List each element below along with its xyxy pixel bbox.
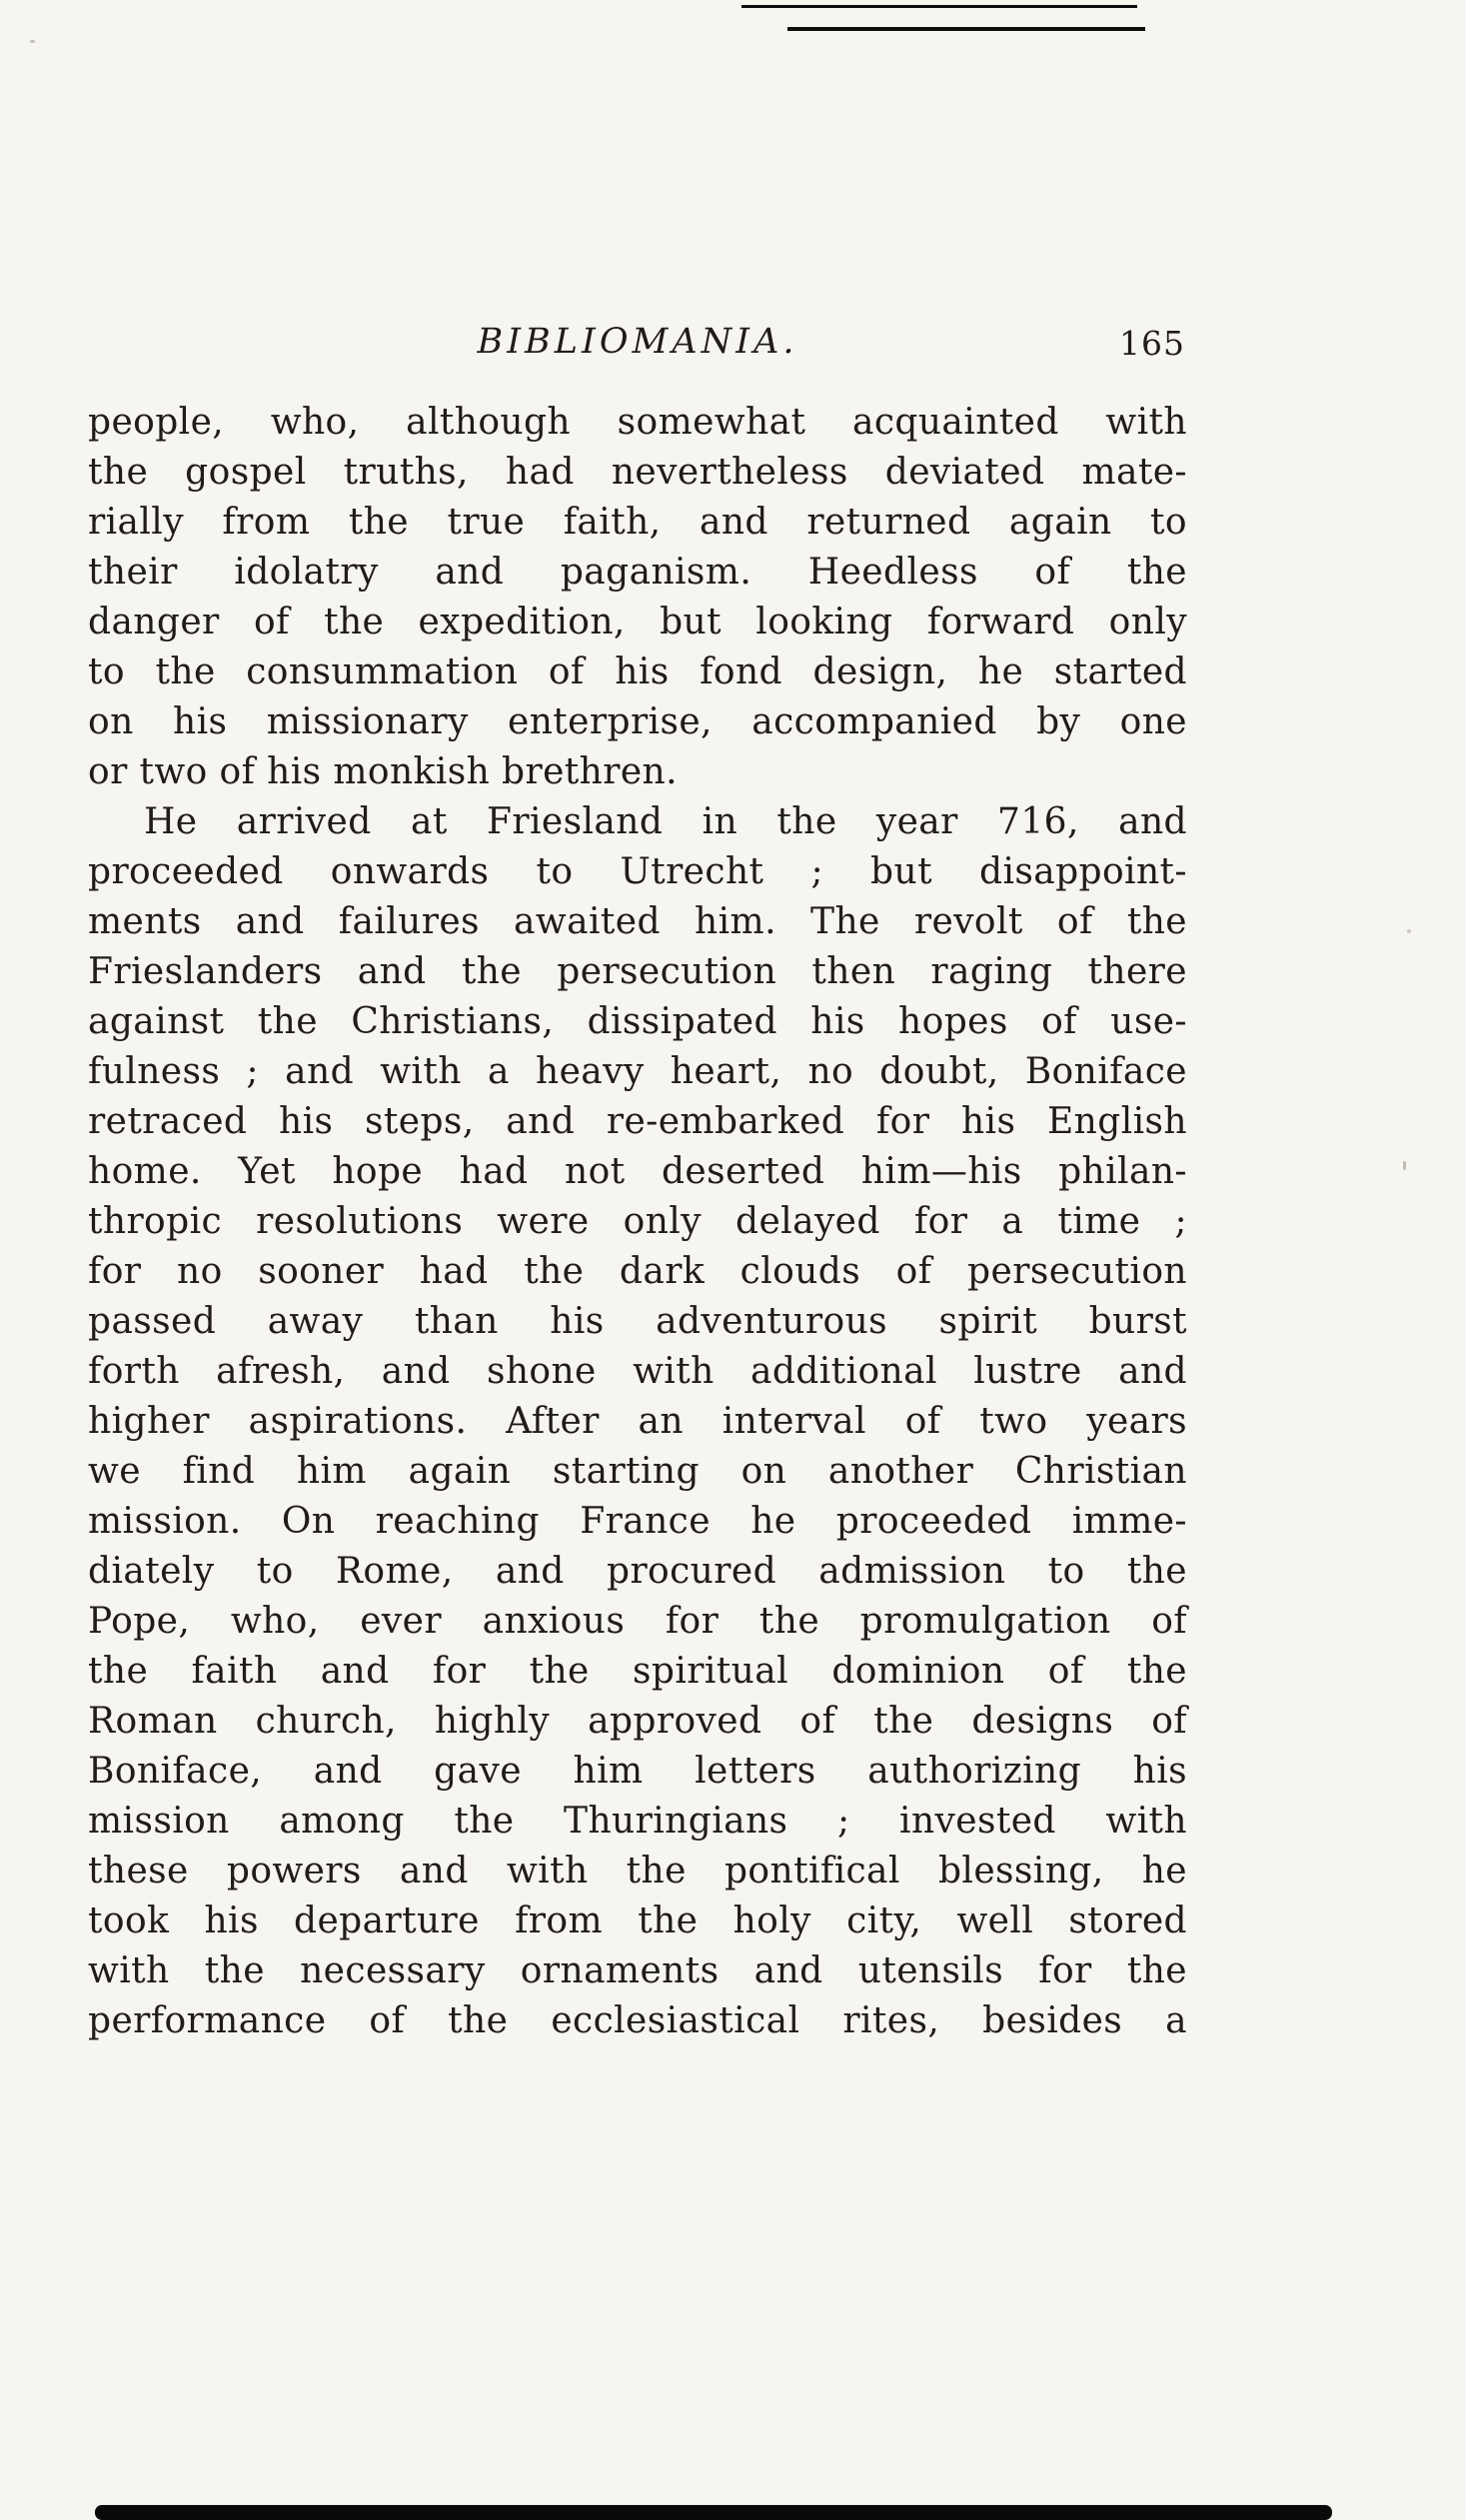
text-block [88, 398, 1187, 2046]
text-line: diately to Rome, and procured admission to the [88, 1551, 1187, 1592]
text-line: against the Christians, dissipated his hopes of use- [88, 1001, 1187, 1042]
text-line: we find him again starting on another Christian [88, 1451, 1187, 1492]
text-line: people, who, although somewhat acquainted with [88, 402, 1187, 443]
paragraph [88, 398, 1187, 797]
text-line: Boniface, and gave him letters authorizing his [88, 1751, 1187, 1792]
text-line: or two of his monkish brethren. [88, 751, 678, 792]
text-line: took his departure from the holy city, well stored [88, 1900, 1187, 1941]
scan-artifact-bottom-bar [95, 2505, 1332, 2520]
text-line: for no sooner had the dark clouds of persecution [88, 1251, 1187, 1292]
text-line: ments and failures awaited him. The revolt of the [88, 901, 1187, 942]
text-line: mission. On reaching France he proceeded imme- [88, 1501, 1187, 1542]
scan-artifact-top-rule-2 [787, 27, 1145, 31]
text-line: with the necessary ornaments and utensils for the [88, 1950, 1187, 1991]
text-line: the faith and for the spiritual dominion of the [88, 1651, 1187, 1692]
text-line: their idolatry and paganism. Heedless of the [88, 552, 1187, 593]
page-title: BIBLIOMANIA. [477, 322, 798, 362]
scan-speck [30, 40, 35, 43]
text-line: on his missionary enterprise, accompanied by one [88, 701, 1187, 742]
text-line: thropic resolutions were only delayed for a time ; [88, 1201, 1187, 1242]
scan-artifact-top-rule-1 [741, 5, 1137, 8]
text-line: Frieslanders and the persecution then raging there [88, 951, 1187, 992]
text-line: higher aspirations. After an interval of two years [88, 1401, 1187, 1442]
page-number: 165 [1119, 324, 1185, 363]
text-line: fulness ; and with a heavy heart, no doubt, Boniface [88, 1051, 1187, 1092]
text-line: mission among the Thuringians ; invested with [88, 1801, 1187, 1842]
paragraph [88, 797, 1187, 2046]
text-line: retraced his steps, and re-embarked for his English [88, 1101, 1187, 1142]
text-line: performance of the ecclesiastical rites, besides a [88, 2000, 1187, 2041]
text-line: proceeded onwards to Utrecht ; but disappoint- [88, 851, 1187, 892]
text-line: Roman church, highly approved of the designs of [88, 1701, 1187, 1742]
text-line: the gospel truths, had nevertheless deviated mate- [88, 452, 1187, 493]
text-line: these powers and with the pontifical blessing, he [88, 1851, 1187, 1891]
scan-speck [1407, 929, 1411, 933]
text-line: Pope, who, ever anxious for the promulgation of [88, 1601, 1187, 1642]
text-line: forth afresh, and shone with additional lustre and [88, 1351, 1187, 1392]
text-line: to the consummation of his fond design, he started [88, 651, 1187, 692]
running-head [88, 322, 1187, 370]
text-line: He arrived at Friesland in the year 716, and [144, 801, 1187, 842]
text-line: rially from the true faith, and returned again to [88, 502, 1187, 543]
text-line: danger of the expedition, but looking forward only [88, 602, 1187, 642]
text-line: passed away than his adventurous spirit burst [88, 1301, 1187, 1342]
text-line: home. Yet hope had not deserted him—his philan- [88, 1151, 1187, 1192]
scan-speck [1403, 1161, 1406, 1170]
